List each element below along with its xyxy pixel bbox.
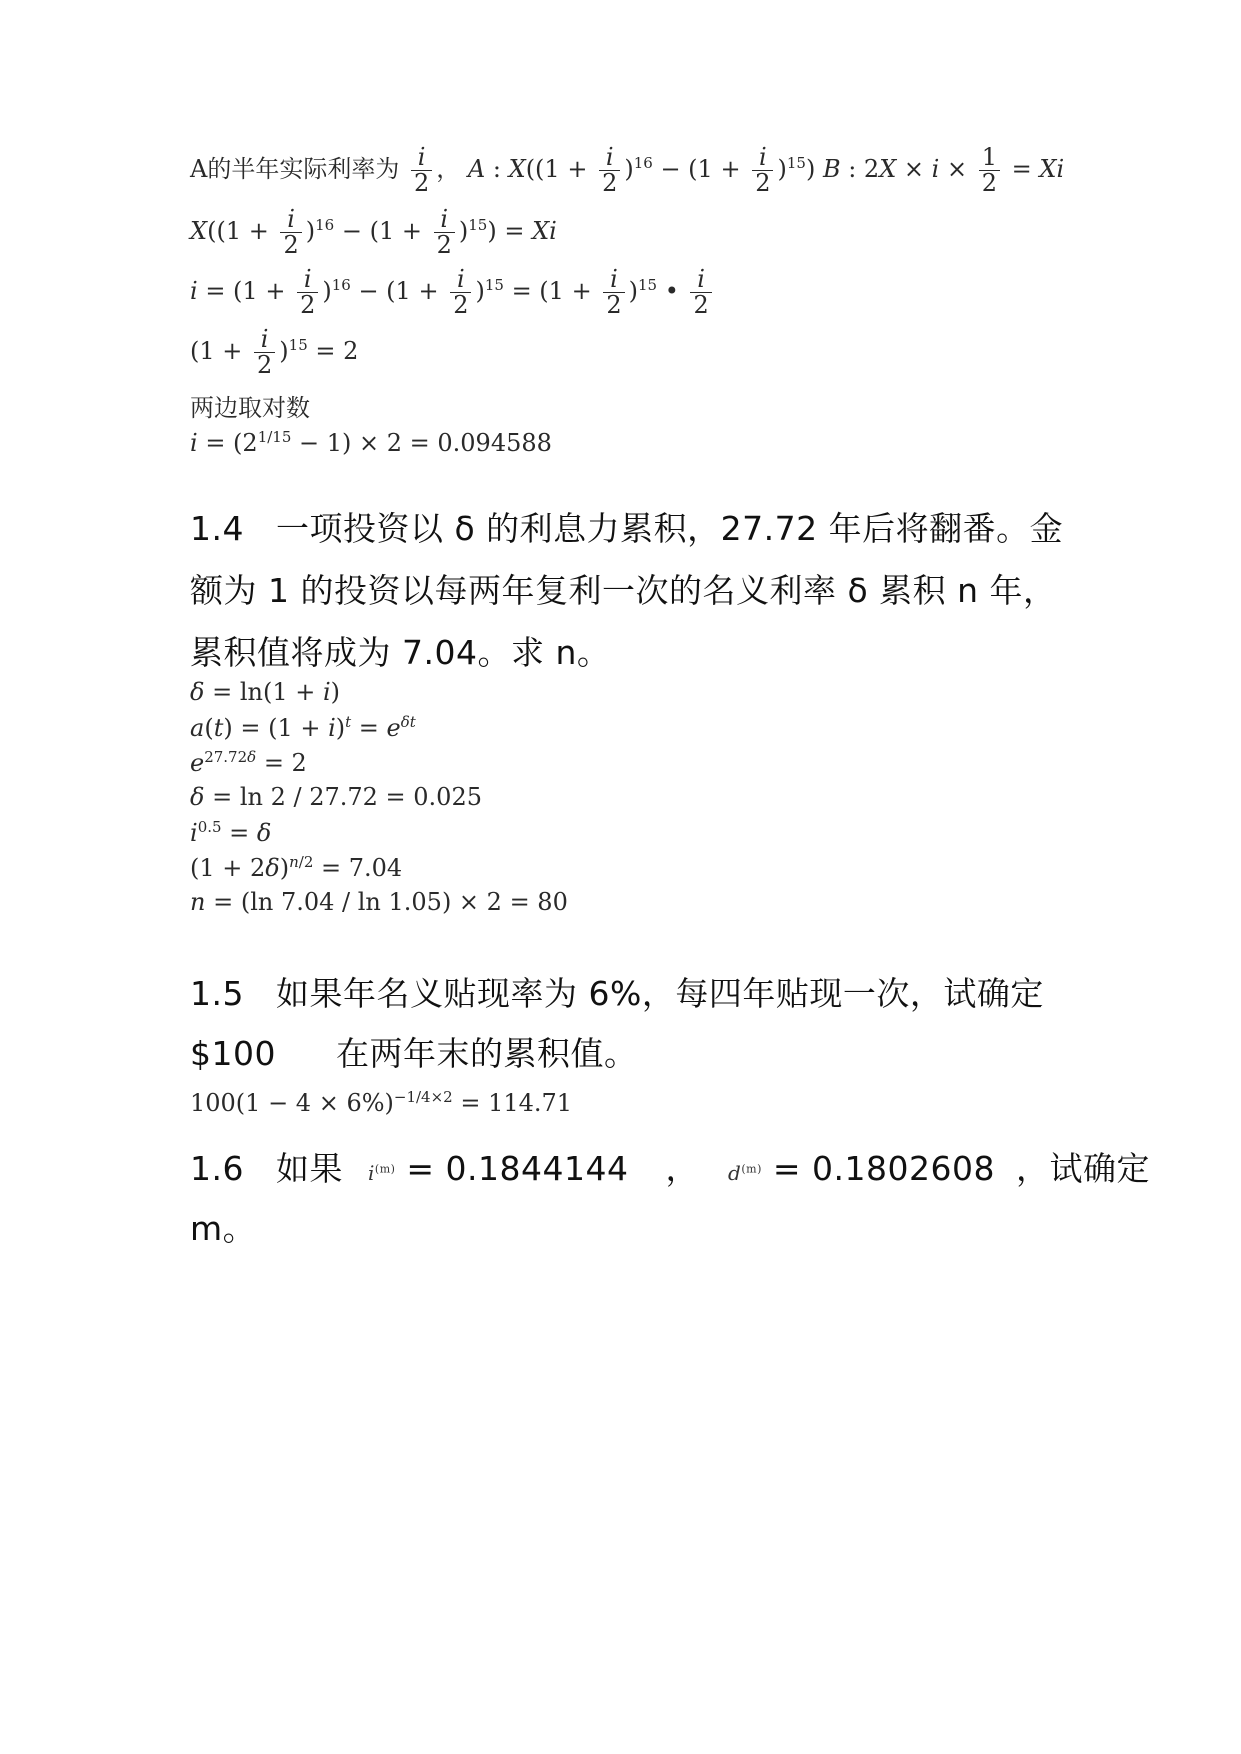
- equation-line: $100(1 - 4 \times 6\%)^{-1/4\times 2} = 114.71$: [190, 1088, 573, 1117]
- d-m-value: = 0.1802608: [772, 1149, 995, 1188]
- equation-line: (1 + $\frac{i}{2}$ )$^{15}$ = 2: [190, 325, 359, 380]
- equation-line: δ = ln(1 + i): [190, 678, 341, 706]
- problem-1-6-line-1: [190, 1143, 1150, 1190]
- equation-line: i = (1 + $\frac{i}{2}$ )$^{16}$ − (1 + $\frac{i}{2}$ )$^{15}$ = (1 + $\frac{i}{2}$ )$^{15}$ • $\frac{i}{2}$: [190, 267, 716, 318]
- equation-line: $i = (2^{1/15} - 1) \times 2 = 0.094588$: [190, 428, 552, 457]
- d-m-symbol: $d^{(m)}$: [728, 1161, 762, 1185]
- problem-number: 1.4: [190, 509, 244, 548]
- problem-text: 如果年名义贴现率为 6%，每四年贴现一次，试确定: [276, 974, 1044, 1013]
- separator: ，: [665, 1149, 700, 1188]
- equation-line: X((1 + $\frac{i}{2}$ )$^{16}$ − (1 + $\frac{i}{2}$ )$^{15}$) = Xi: [190, 205, 557, 260]
- equation-line: δ = ln 2 / 27.72 = 0.025: [190, 783, 482, 811]
- problem-1-5-line-2: [190, 1028, 637, 1075]
- problem-number: 1.5: [190, 974, 244, 1013]
- equation-line: $e^{27.72\delta} = 2$: [190, 748, 307, 777]
- problem-text: 如果: [276, 1149, 343, 1188]
- problem-text: ，试确定: [1015, 1149, 1150, 1188]
- problem-text: m。: [190, 1209, 257, 1248]
- problem-text: 额为 1 的投资以每两年复利一次的名义利率 δ 累积 n 年，: [190, 571, 1057, 610]
- problem-text: 一项投资以 δ 的利息力累积，27.72 年后将翻番。金: [276, 509, 1064, 548]
- problem-number: 1.6: [190, 1149, 244, 1188]
- equation-line: n = (ln 7.04 / ln 1.05) × 2 = 80: [190, 888, 568, 916]
- equation-text: 两边取对数: [190, 394, 310, 422]
- equation-line: $a(t) = (1 + i)^t = e^{\delta t}$: [190, 713, 416, 742]
- equation-line: A的半年实际利率为 $\frac{i}{2}$ ， A : X((1 + $\frac{i}{2}$ )$^{16}$ − (1 + $\frac{i}{2}$ )$^{15}$) B : 2X × i × $\frac{1}{2}$ = Xi: [190, 143, 1065, 198]
- problem-text: 在两年末的累积值。: [335, 1034, 638, 1073]
- problem-1-4-line-1: [190, 503, 1063, 550]
- fraction: $\frac{i}{2}$: [411, 145, 432, 196]
- equation-text: A的半年实际利率为: [190, 155, 400, 184]
- equation-line: $(1 + 2\delta)^{n/2} = 7.04$: [190, 853, 403, 882]
- equation-line: $i^{0.5} = \delta$: [190, 818, 272, 847]
- i-m-symbol: $i^{(m)}$: [368, 1161, 396, 1185]
- i-m-value: = 0.1844144: [406, 1149, 629, 1188]
- problem-1-5-line-1: [190, 968, 1044, 1015]
- problem-text: 累积值将成为 7.04。求 n。: [190, 633, 611, 672]
- amount: $100: [190, 1034, 276, 1073]
